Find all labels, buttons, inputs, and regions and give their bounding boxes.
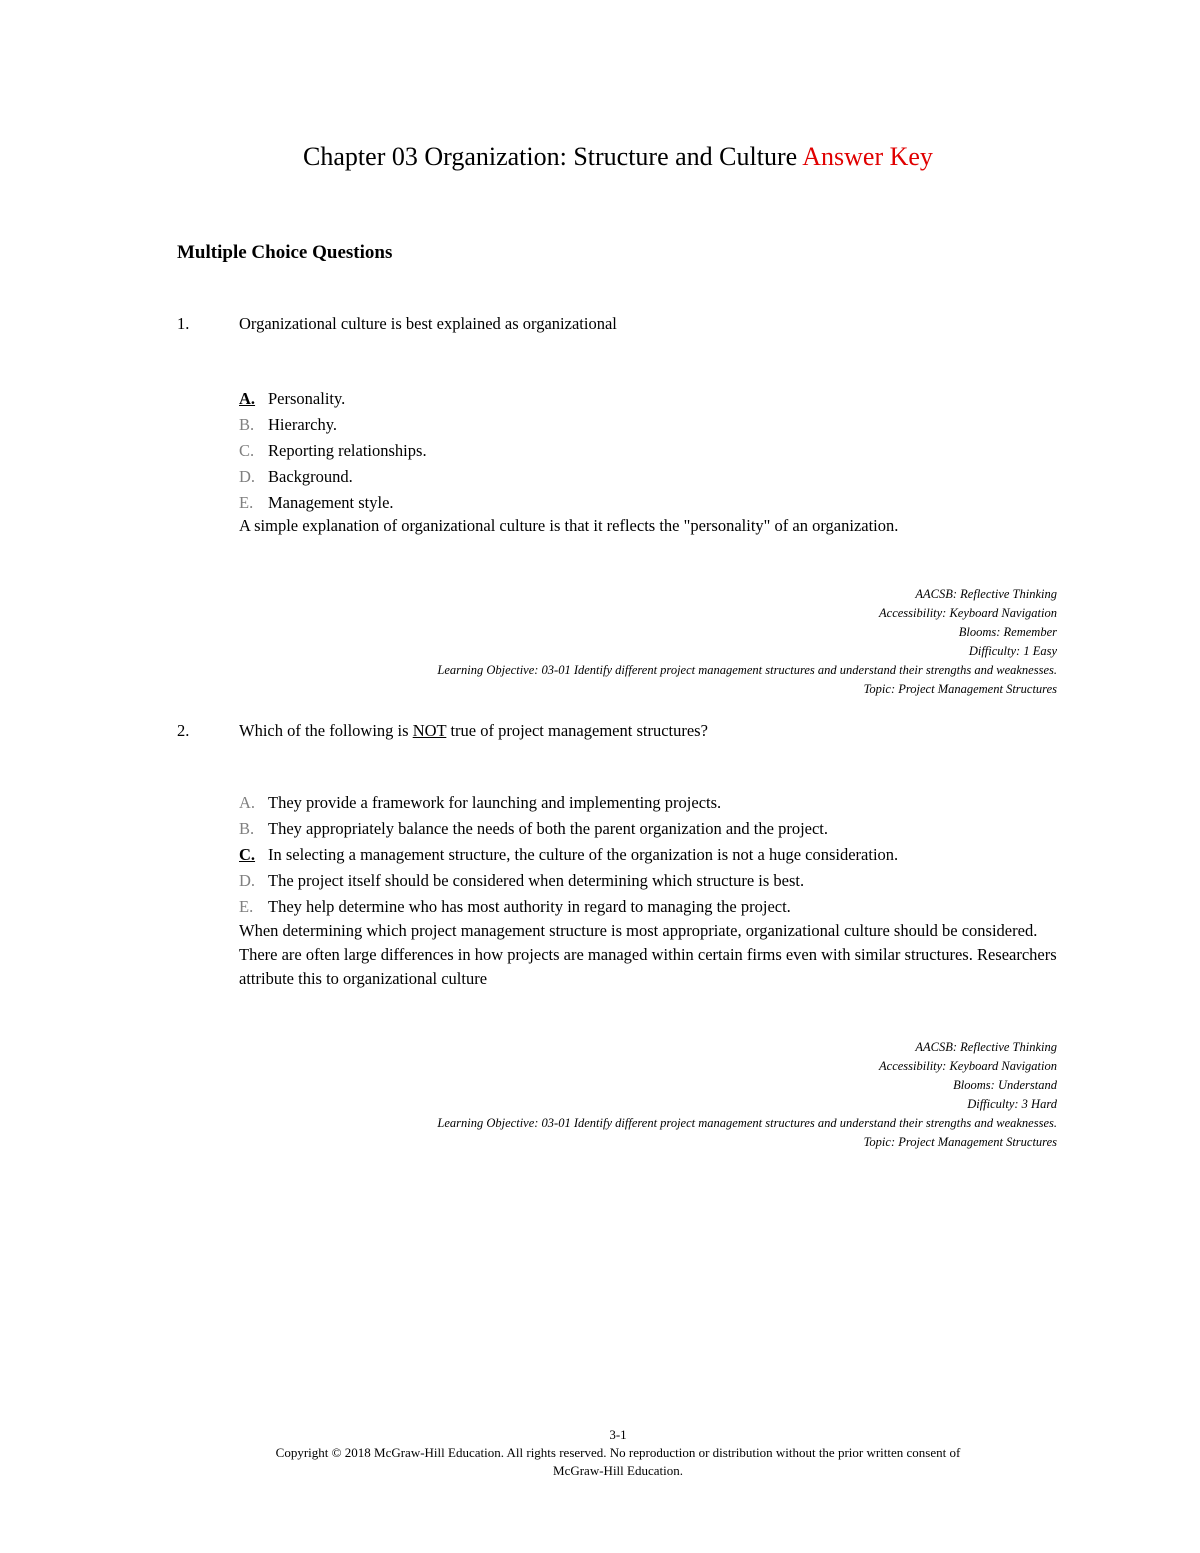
option-text: They help determine who has most authority in regard to managing the project.: [268, 897, 791, 916]
option-text: In selecting a management structure, the culture of the organization is not a huge consideration.: [268, 845, 899, 864]
question-2-text-emphasis: NOT: [412, 721, 447, 740]
question-2-option-e: [239, 894, 898, 920]
question-1-option-a: [239, 386, 427, 412]
meta-topic: Topic: Project Management Structures: [863, 682, 1057, 696]
option-text: Management style.: [268, 493, 394, 512]
option-letter: E.: [239, 493, 254, 512]
section-heading: Multiple Choice Questions: [177, 242, 393, 263]
question-1-meta: [437, 585, 1057, 699]
option-letter: D.: [239, 467, 256, 486]
page-number: 3-1: [609, 1427, 627, 1442]
option-letter: E.: [239, 897, 254, 916]
meta-blooms: Blooms: Remember: [958, 625, 1057, 639]
option-text: Hierarchy.: [268, 415, 338, 434]
option-letter: B.: [239, 819, 255, 838]
option-letter-correct: A.: [239, 389, 256, 408]
option-text: They appropriately balance the needs of both the parent organization and the project.: [268, 819, 829, 838]
question-1-explanation: A simple explanation of organizational culture is that it reflects the "personality" of an organization.: [239, 516, 899, 535]
meta-accessibility: Accessibility: Keyboard Navigation: [879, 1059, 1057, 1073]
question-2-text: [239, 720, 708, 742]
option-letter: A.: [239, 793, 256, 812]
question-1-options: [239, 386, 427, 516]
question-2-text-after: true of project management structures?: [446, 721, 708, 740]
title-main: Chapter 03 Organization: Structure and Culture: [303, 142, 798, 171]
meta-accessibility: Accessibility: Keyboard Navigation: [879, 606, 1057, 620]
meta-topic: Topic: Project Management Structures: [863, 1135, 1057, 1149]
meta-aacsb: AACSB: Reflective Thinking: [915, 1040, 1057, 1054]
question-2-number: 2.: [177, 721, 190, 740]
page-footer: [0, 1426, 1200, 1480]
question-2-option-c: [239, 842, 898, 868]
question-1-option-e: [239, 490, 427, 516]
question-1-text: [239, 313, 617, 335]
title-answer-key: Answer Key: [802, 142, 933, 171]
meta-difficulty: Difficulty: 3 Hard: [967, 1097, 1057, 1111]
copyright-line-2: McGraw-Hill Education.: [553, 1463, 683, 1478]
option-letter: B.: [239, 415, 255, 434]
question-2-options: [239, 790, 898, 920]
option-text: Personality.: [268, 389, 346, 408]
question-1-option-c: [239, 438, 427, 464]
page-title: [0, 140, 1200, 174]
question-1-text-before: Organizational culture is best explained as organizational: [239, 314, 617, 333]
meta-objective: Learning Objective: 03-01 Identify different project management structures and understand their strengths and weaknesses.: [437, 663, 1057, 677]
question-2-option-a: [239, 790, 898, 816]
question-1-option-b: [239, 412, 427, 438]
option-text: They provide a framework for launching and implementing projects.: [268, 793, 722, 812]
meta-blooms: Blooms: Understand: [953, 1078, 1057, 1092]
question-1-option-d: [239, 464, 427, 490]
question-2-explanation: When determining which project management structure is most appropriate, organizational culture should be considered. There are often large differences in how projects are managed within certain firms even with similar structures. Researchers attribute this to organizational culture: [239, 921, 1057, 988]
copyright-line-1: Copyright © 2018 McGraw-Hill Education. All rights reserved. No reproduction or distribution without the prior written consent of: [275, 1445, 961, 1460]
option-text: Reporting relationships.: [268, 441, 427, 460]
option-text: Background.: [268, 467, 353, 486]
question-2-meta: [437, 1038, 1057, 1152]
question-2-option-b: [239, 816, 898, 842]
option-letter-correct: C.: [239, 845, 256, 864]
question-1-number: 1.: [177, 314, 190, 333]
question-2-text-before: Which of the following is: [239, 721, 413, 740]
option-letter: D.: [239, 871, 256, 890]
meta-aacsb: AACSB: Reflective Thinking: [915, 587, 1057, 601]
option-text: The project itself should be considered when determining which structure is best.: [268, 871, 805, 890]
option-letter: C.: [239, 441, 255, 460]
question-2-option-d: [239, 868, 898, 894]
meta-objective: Learning Objective: 03-01 Identify different project management structures and understand their strengths and weaknesses.: [437, 1116, 1057, 1130]
meta-difficulty: Difficulty: 1 Easy: [968, 644, 1057, 658]
